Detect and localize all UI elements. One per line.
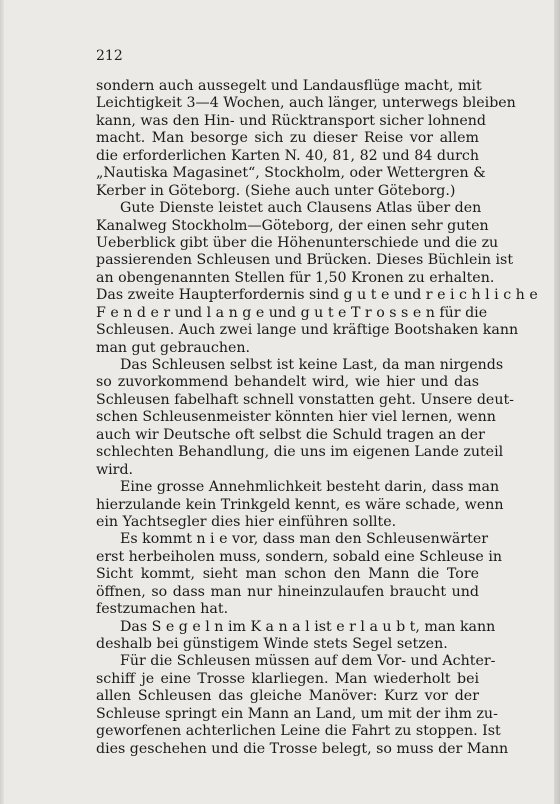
text-line: erst herbeiholen muss, sondern, sobald eine Schleuse in [96, 548, 503, 565]
text-line: sondern auch aussegelt und Landausflüge macht, mit [96, 78, 482, 94]
text-line: so zuvorkommend behandelt wird, wie hier und das [96, 374, 479, 391]
text-line: Schleusen fabelhaft schnell vonstatten geht. Unsere deut- [96, 391, 514, 408]
text-line: ein Yachtsegler dies hier einführen sollte. [96, 513, 397, 530]
text-line: hierzulande kein Trinkgeld kennt, es wäre schade, wenn [96, 496, 504, 513]
body-text [96, 78, 538, 758]
text-line: wird. [96, 461, 134, 478]
text-line: die erforderlichen Karten N. 40, 81, 82 und 84 durch [96, 147, 479, 164]
text-line: Schleuse springt ein Mann an Land, um mit der ihm zu- [96, 705, 498, 722]
text-line: Das S e g e l n im K a n a l ist e r l a u b t, man kann [120, 618, 496, 635]
text-line: Gute Dienste leistet auch Clausens Atlas über den [120, 200, 482, 217]
page-edge-left [0, 0, 4, 804]
page-number: 212 [96, 48, 123, 64]
text-line: auch wir Deutsche oft selbst die Schuld tragen an der [96, 426, 485, 443]
text-line: macht. Man besorge sich zu dieser Reise vor allem [96, 130, 479, 147]
text-line: Schleusen. Auch zwei lange und kräftige Bootshaken kann [96, 322, 519, 339]
text-line: dies geschehen und die Trosse belegt, so muss der Mann [96, 740, 509, 757]
text-line: F e n d e r und l a n g e und g u t e T r o s s e n für die [96, 304, 488, 321]
text-line: öffnen, so dass man nur hineinzulaufen braucht und [96, 583, 479, 600]
text-line: kann, was den Hin- und Rücktransport sicher lohnend [96, 112, 486, 129]
text-line: passierenden Schleusen und Brücken. Dieses Büchlein ist [96, 252, 514, 269]
text-line: schen Schleusenmeister könnten hier viel lernen, wenn [96, 409, 496, 426]
text-line: Es kommt n i e vor, dass man den Schleusenwärter [120, 531, 489, 548]
text-line: Für die Schleusen müssen auf dem Vor- und Achter- [120, 653, 496, 670]
text-line: Leichtigkeit 3—4 Wochen, auch länger, unterwegs bleiben [96, 95, 516, 112]
text-line: schiff je eine Trosse klarliegen. Man wiederholt bei [96, 670, 479, 687]
text-line: schlechten Behandlung, die uns im eigenen Lande zuteil [96, 444, 504, 461]
text-line: geworfenen achterlichen Leine die Fahrt zu stoppen. Ist [96, 723, 501, 740]
text-line: deshalb bei günstigem Winde stets Segel setzen. [96, 636, 448, 652]
text-line: „Nautiska Magasinet“, Stockholm, oder Wettergren & [96, 165, 486, 182]
text-line: Eine grosse Annehmlichkeit besteht darin, dass man [120, 479, 500, 496]
text-line: Sicht kommt, sieht man schon den Mann die Tore [96, 566, 479, 583]
text-line: festzumachen hat. [96, 601, 229, 618]
page-edge-right [554, 0, 560, 804]
text-line: Kanalweg Stockholm—Göteborg, der einen sehr guten [96, 217, 489, 234]
text-line: an obengenannten Stellen für 1,50 Kronen zu erhalten. [96, 269, 495, 286]
text-line: allen Schleusen das gleiche Manöver: Kurz vor der [96, 688, 479, 705]
text-line: Ueberblick gibt über die Höhenunterschiede und die zu [96, 234, 499, 251]
text-line: Kerber in Göteborg. (Siehe auch unter Göteborg.) [96, 182, 456, 199]
text-line: man gut gebrauchen. [96, 339, 251, 356]
text-line: Das zweite Haupterfordernis sind g u t e und r e i c h l i c h e [96, 287, 538, 304]
text-line: Das Schleusen selbst ist keine Last, da man nirgends [120, 357, 504, 373]
